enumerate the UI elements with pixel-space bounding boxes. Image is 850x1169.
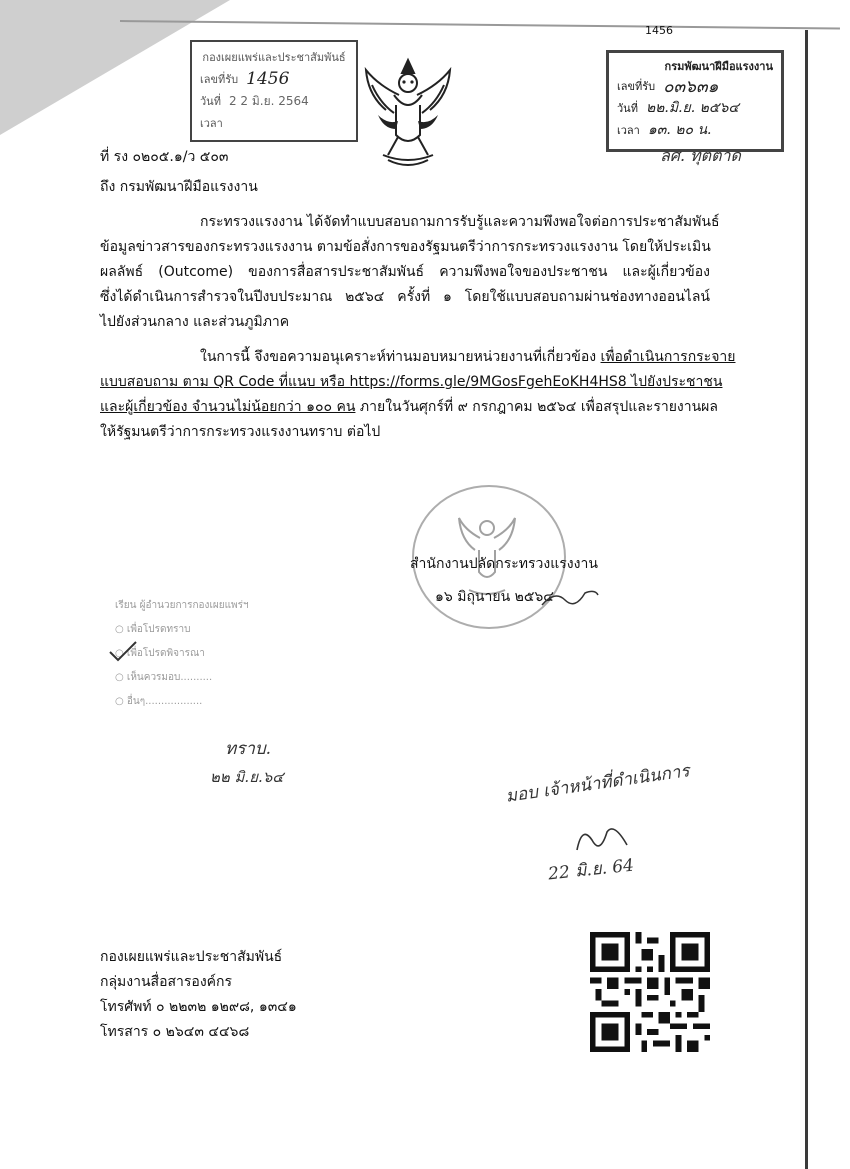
stamp-org: กองเผยแพร่และประชาสัมพันธ์: [202, 51, 346, 64]
stamp-date-label: วันที่: [200, 95, 221, 108]
routing-option-1: ○ เพื่อโปรดทราบ: [115, 624, 191, 635]
sender-name: สำนักงานปลัดกระทรวงแรงงาน: [410, 556, 598, 572]
stamp-right-signature: ลศ. ทุตตาด: [660, 146, 741, 165]
paragraph1-line5: ไปยังส่วนกลาง และส่วนภูมิภาค: [100, 314, 290, 330]
stamp-right-number-label: เลขที่รับ: [617, 80, 656, 93]
paragraph1-line1: กระทรวงแรงงาน ได้จัดทำแบบสอบถามการรับรู้และความพึงพอใจต่อการประชาสัมพันธ์: [200, 214, 720, 230]
stamp-right-number-value: ๐๓๖๓๑: [663, 76, 719, 97]
stamp-time-label: เวลา: [200, 117, 223, 130]
paragraph2-line1: [200, 345, 736, 370]
paragraph2-line2-link[interactable]: แบบสอบถาม ตาม QR Code ที่แนบ หรือ https://forms.gle/9MGosFgehEoKH4HS8 ไปยังประชาชน: [100, 374, 723, 390]
handwritten-ack: ทราบ.: [225, 739, 272, 759]
received-stamp-right: [606, 50, 784, 152]
stamp-right-date-value: ๒๒.มิ.ย. ๒๕๖๔: [645, 100, 739, 116]
paragraph1-line2: ข้อมูลข่าวสารของกระทรวงแรงงาน ตามข้อสั่งการของรัฐมนตรีว่าการกระทรวงแรงงาน โดยให้ประเมิน: [100, 239, 711, 255]
page-right-edge: [805, 30, 808, 1169]
stamp-date-value: 2 2 มิ.ย. 2564: [228, 93, 309, 108]
routing-option-2: ○ เพื่อโปรดพิจารณา: [115, 648, 205, 659]
recipient-line: ถึง กรมพัฒนาฝีมือแรงงาน: [100, 179, 258, 195]
paragraph2-line4: ให้รัฐมนตรีว่าการกระทรวงแรงงานทราบ ต่อไป: [100, 424, 381, 440]
stamp-right-org: กรมพัฒนาฝีมือแรงงาน: [664, 60, 773, 73]
paragraph1-line3: ผลลัพธ์ (Outcome) ของการสื่อสารประชาสัมพันธ์ ความพึงพอใจของประชาชน และผู้เกี่ยวข้อง: [100, 264, 710, 280]
routing-option-3: ○ เห็นควรมอบ..........: [115, 672, 213, 683]
sender-signature-icon: [540, 585, 600, 610]
sent-date: ๑๖ มิถุนายน ๒๕๖๔: [435, 589, 554, 605]
handwritten-assign: มอบ เจ้าหน้าที่ดำเนินการ: [504, 761, 691, 807]
stamp-right-time-label: เวลา: [617, 124, 640, 137]
routing-option-4-label: อื่นๆ..................: [126, 696, 203, 707]
paragraph2-line3-plain: ภายในวันศุกร์ที่ ๙ กรกฎาคม ๒๕๖๔ เพื่อสรุปและรายงานผล: [355, 399, 718, 415]
routing-option-1-label: เพื่อโปรดทราบ: [126, 624, 191, 635]
page-number: 1456: [645, 24, 673, 37]
routing-option-3-label: เห็นควรมอบ..........: [126, 672, 213, 683]
stamp-right-date-label: วันที่: [617, 102, 638, 115]
stamp-number-label: เลขที่รับ: [200, 73, 239, 86]
garuda-emblem-icon: [358, 55, 458, 170]
received-stamp-left: [190, 40, 358, 142]
checkmark-icon: [108, 640, 138, 662]
reference-number: ที่ รง ๐๒๐๕.๑/ว ๕๐๓: [100, 149, 229, 165]
footer-fax: โทรสาร ๐ ๒๖๔๓ ๔๔๖๘: [100, 1024, 250, 1040]
paragraph2-line1-underlined: เพื่อดำเนินการกระจาย: [600, 349, 736, 365]
stamp-number-value: 1456: [246, 69, 290, 89]
routing-option-2-label: เพื่อโปรดพิจารณา: [126, 648, 205, 659]
footer-group: กลุ่มงานสื่อสารองค์กร: [100, 974, 233, 990]
routing-stamp-title: เรียน ผู้อำนวยการกองเผยแพร่ฯ: [115, 600, 249, 611]
paragraph2-line1-plain: ในการนี้ จึงขอความอนุเคราะห์ท่านมอบหมายหน่วยงานที่เกี่ยวข้อง: [200, 349, 601, 365]
qr-code-icon[interactable]: [590, 932, 710, 1052]
footer-phone: โทรศัพท์ ๐ ๒๒๓๒ ๑๒๙๘, ๑๓๔๑: [100, 999, 297, 1015]
stamp-right-time-value: ๑๓. ๒๐ น.: [647, 122, 712, 138]
handwritten-ack-date: ๒๒ มิ.ย.๖๔: [210, 768, 284, 786]
paragraph2-line3: [100, 395, 718, 420]
paragraph1-line4: ซึ่งได้ดำเนินการสำรวจในปีงบประมาณ ๒๕๖๔ ครั้งที่ ๑ โดยใช้แบบสอบถามผ่านช่องทางออนไลน์: [100, 289, 710, 305]
footer-division: กองเผยแพร่และประชาสัมพันธ์: [100, 949, 283, 965]
paragraph2-line3-underlined: และผู้เกี่ยวข้อง จำนวนไม่น้อยกว่า ๑๐๐ คน: [100, 399, 356, 415]
handwritten-assign-date: 22 มิ.ย. 64: [547, 855, 635, 885]
routing-option-4: ○ อื่นๆ..................: [115, 696, 203, 707]
